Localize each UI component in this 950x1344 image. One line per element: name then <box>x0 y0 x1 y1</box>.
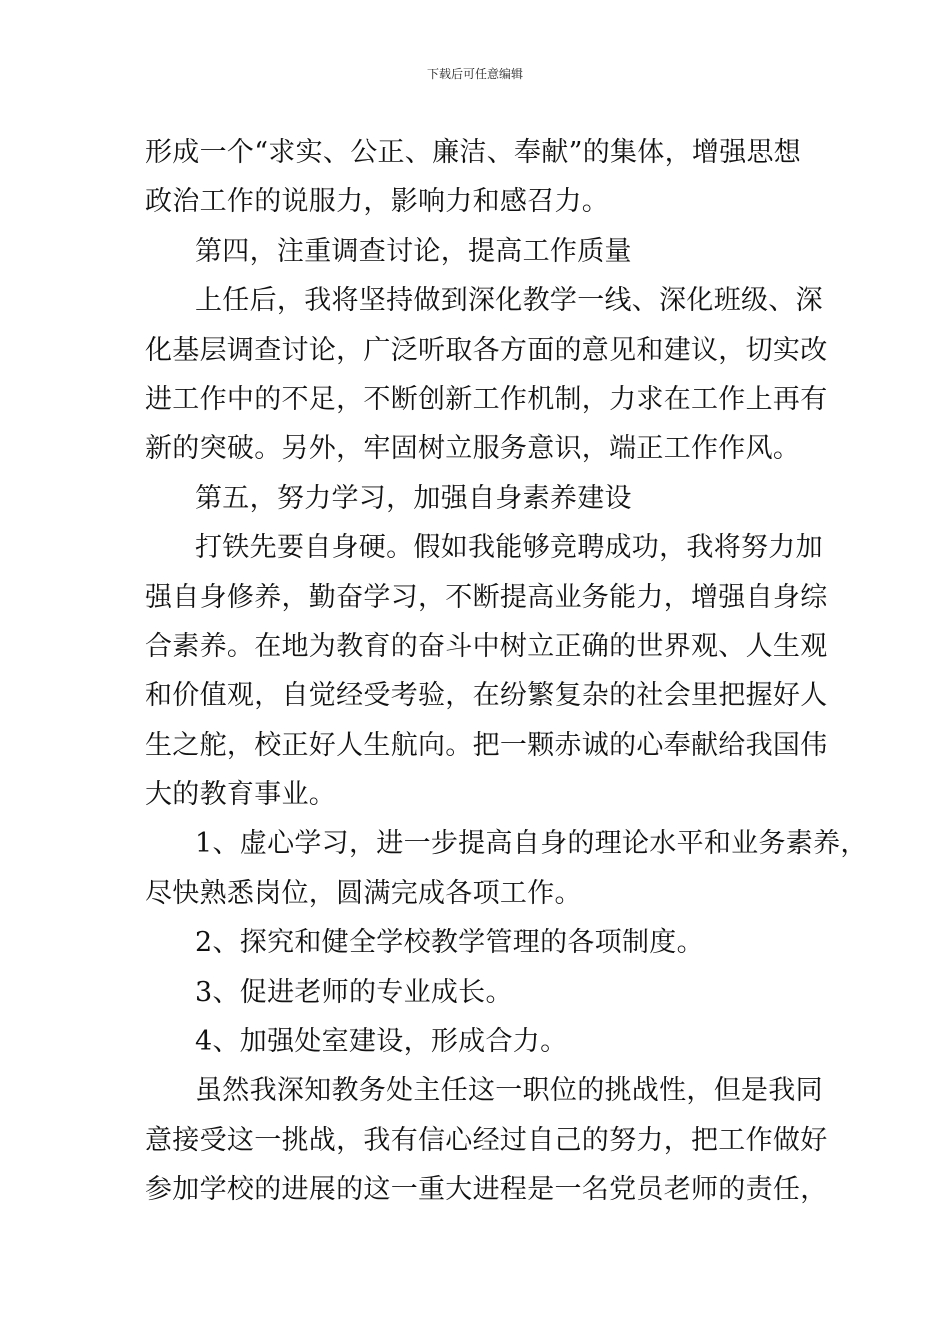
section-heading: 第四，注重调查讨论，提高工作质量 <box>195 235 632 267</box>
page-header: 下载后可任意编辑 <box>426 67 523 81</box>
text-line: 新的突破。另外，牢固树立服务意识，端正工作作风。 <box>145 433 801 465</box>
text-line: 参加学校的进展的这一重大进程是一名党员老师的责任， <box>145 1174 828 1206</box>
text-line: 意接受这一挑战，我有信心经过自己的努力，把工作做好 <box>145 1124 828 1156</box>
text-line: 上任后，我将坚持做到深化教学一线、深化班级、深 <box>195 285 823 317</box>
list-item: 3、促进老师的专业成长。 <box>195 976 513 1008</box>
text-line: 虽然我深知教务处主任这一职位的挑战性，但是我同 <box>195 1075 823 1107</box>
text-line: 尽快熟悉岗位，圆满完成各项工作。 <box>145 877 582 909</box>
text-line: 打铁先要自身硬。假如我能够竞聘成功，我将努力加 <box>195 532 823 564</box>
text-line: 形成一个“求实、公正、廉洁、奉献”的集体，增强思想 <box>145 137 802 168</box>
text-line: 进工作中的不足，不断创新工作机制，力求在工作上再有 <box>145 383 828 415</box>
document-body <box>145 128 868 1215</box>
list-item: 2、探究和健全学校教学管理的各项制度。 <box>195 927 704 959</box>
section-heading: 第五，努力学习，加强自身素养建设 <box>195 482 632 514</box>
text-line: 强自身修养，勤奋学习，不断提高业务能力，增强自身综 <box>145 581 828 613</box>
text-line: 生之舵，校正好人生航向。把一颗赤诚的心奉献给我国伟 <box>145 729 828 761</box>
text-line: 政治工作的说服力，影响力和感召力。 <box>145 186 610 218</box>
text-line: 和价值观，自觉经受考验，在纷繁复杂的社会里把握好人 <box>145 680 828 712</box>
text-line: 大的教育事业。 <box>145 779 337 811</box>
text-line: 合素养。在地为教育的奋斗中树立正确的世界观、人生观 <box>145 630 828 662</box>
text-line: 化基层调查讨论，广泛听取各方面的意见和建议，切实改 <box>145 334 828 366</box>
list-item: 1、虚心学习，进一步提高自身的理论水平和业务素养， <box>195 828 868 860</box>
list-item: 4、加强处室建设，形成合力。 <box>195 1026 568 1058</box>
